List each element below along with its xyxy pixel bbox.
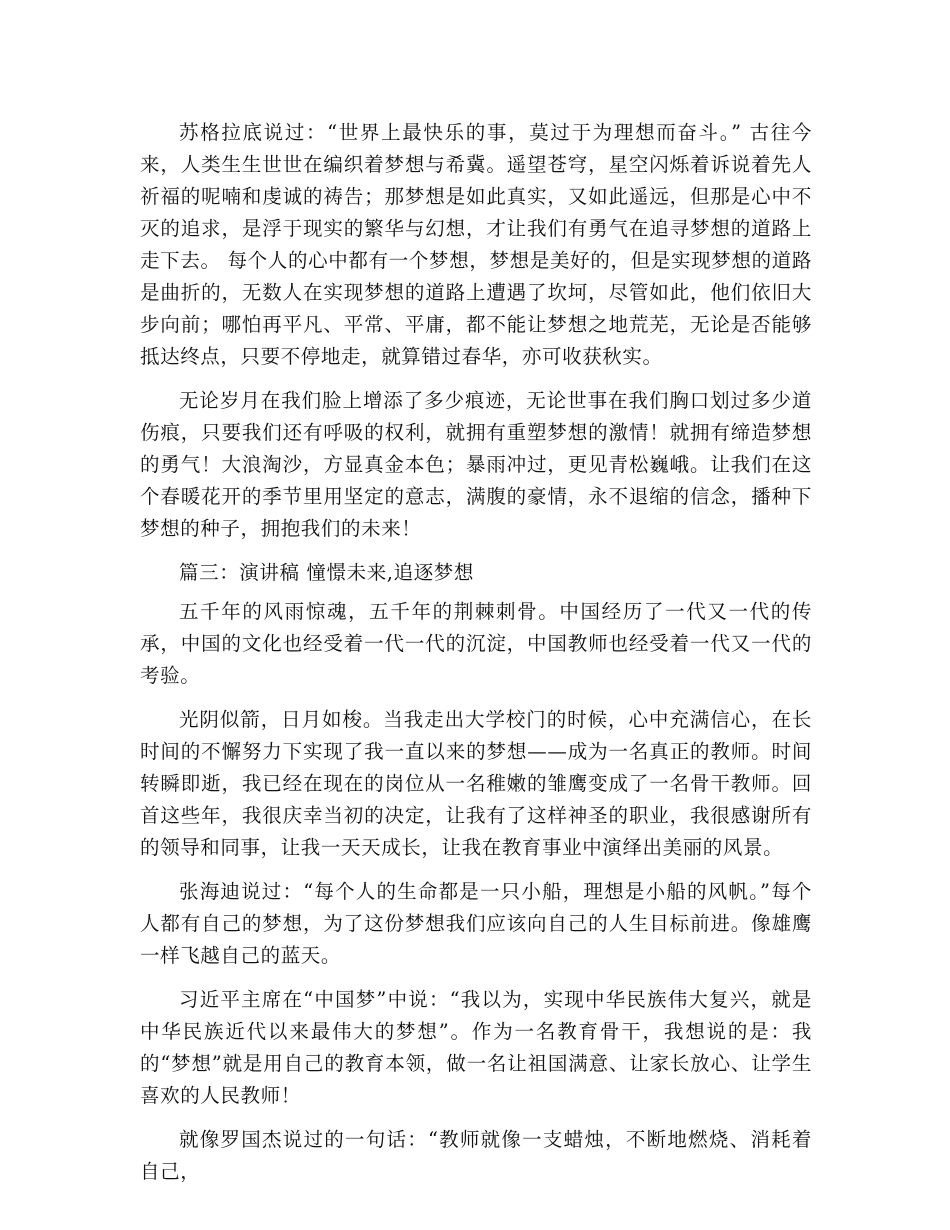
paragraph-five-thousand-years: 五千年的风雨惊魂，五千年的荆棘刺骨。中国经历了一代又一代的传承，中国的文化也经受着一代一代的沉淀，中国教师也经受着一代又一代的考验。 xyxy=(140,600,812,687)
paragraph-years: 无论岁月在我们脸上增添了多少痕迹，无论世事在我们胸口划过多少道伤痕，只要我们还有呼吸的权利，就拥有重塑梦想的激情！就拥有缔造梦想的勇气！大浪淘沙，方显真金本色；暴雨冲过，更见青松巍峨。让我们在这个春暖花开的季节里用坚定的意志，满腹的豪情，永不退缩的信念，播种下梦想的种子，拥抱我们的未来！ xyxy=(140,389,812,540)
paragraph-luo-guojie: 就像罗国杰说过的一句话：“教师就像一支蜡烛，不断地燃烧、消耗着自己， xyxy=(140,1128,812,1183)
paragraph-zhang-haidi: 张海迪说过：“每个人的生命都是一只小船，理想是小船的风帆。”每个人都有自己的梦想，为了这份梦想我们应该向自己的人生目标前进。像雄鹰一样飞越自己的蓝天。 xyxy=(140,880,812,967)
paragraph-china-dream: 习近平主席在“中国梦”中说：“我以为，实现中华民族伟大复兴，就是中华民族近代以来最伟大的梦想”。作为一名教育骨干，我想说的是：我的“梦想”就是用自己的教育本领，做一名让祖国满意、让家长放心、让学生喜欢的人民教师！ xyxy=(140,988,812,1107)
paragraph-socrates: 苏格拉底说过：“世界上最快乐的事，莫过于为理想而奋斗。” 古往今来，人类生生世世在编织着梦想与希冀。遥望苍穹，星空闪烁着诉说着先人祈福的呢喃和虔诚的祷告；那梦想是如此真实，又如此遥远，但那是心中不灭的追求，是浮于现实的繁华与幻想，才让我们有勇气在追寻梦想的道路上走下去。 每个人的心中都有一个梦想，梦想是美好的，但是实现梦想的道路是曲折的，无数人在实现梦想的道路上遭遇了坎坷，尽管如此，他们依旧大步向前；哪怕再平凡、平常、平庸，都不能让梦想之地荒芜，无论是否能够抵达终点，只要不停地走，就算错过春华，亦可收获秋实。 xyxy=(140,121,812,368)
section-heading: 篇三：演讲稿 憧憬未来,追逐梦想 xyxy=(179,561,474,584)
paragraph-time-flies: 光阴似箭，日月如梭。当我走出大学校门的时候，心中充满信心，在长时间的不懈努力下实现了我一直以来的梦想——成为一名真正的教师。时间转瞬即逝，我已经在现在的岗位从一名稚嫩的雏鹰变成了一名骨干教师。回首这些年，我很庆幸当初的决定，让我有了这样神圣的职业，我很感谢所有的领导和同事，让我一天天成长，让我在教育事业中演绎出美丽的风景。 xyxy=(140,708,812,859)
document-body xyxy=(140,117,812,1188)
